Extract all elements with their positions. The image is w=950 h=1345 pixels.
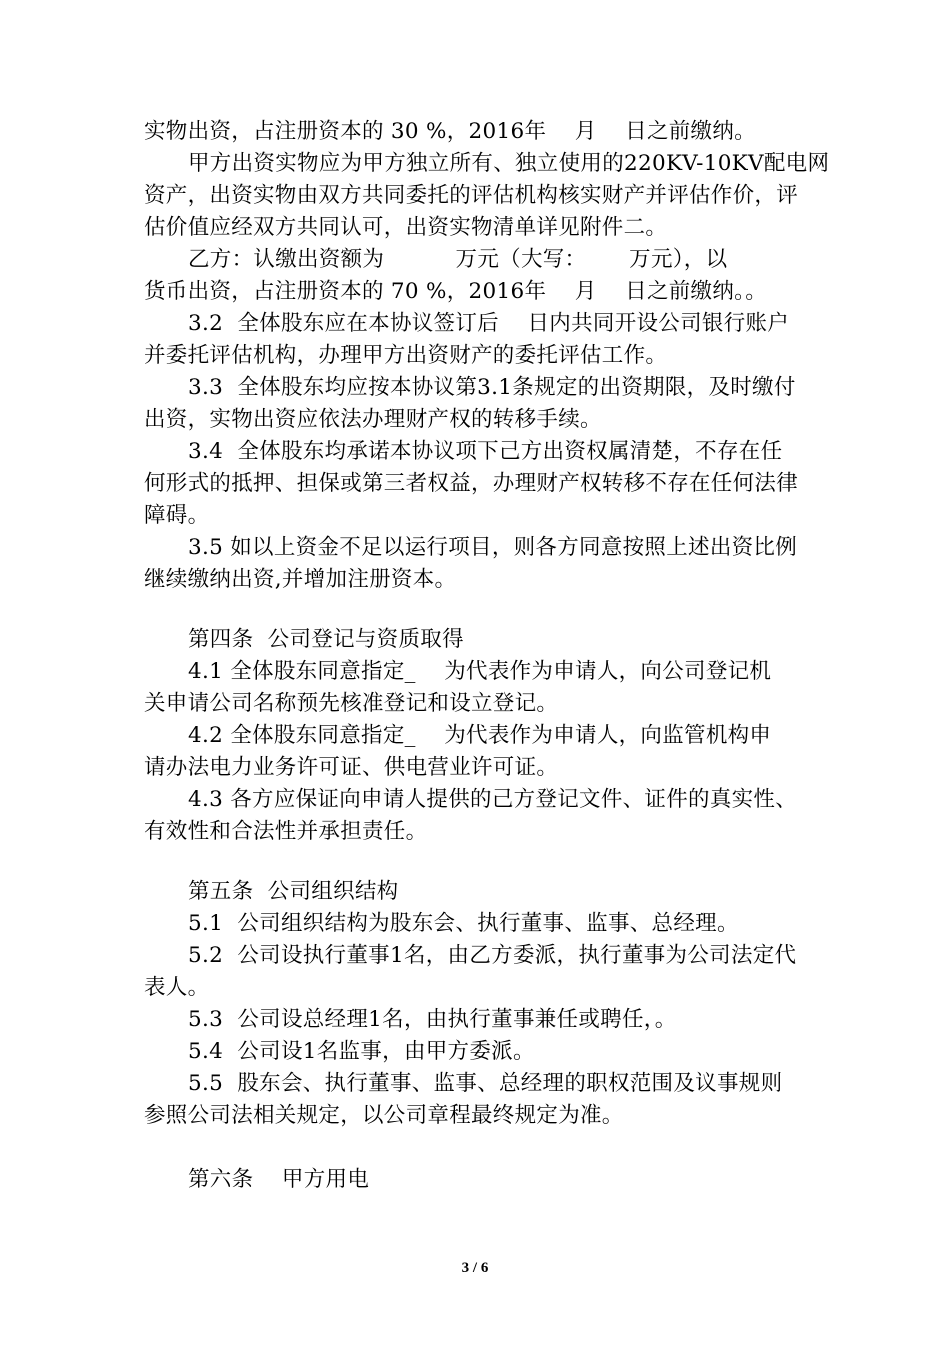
page-number: 3 / 6 [461,1260,489,1276]
text-line: 3.5 如以上资金不足以运行项目，则各方同意按照上述出资比例 [188,535,798,560]
text-line: 3.3 全体股东均应按本协议第3.1条规定的出资期限，及时缴付 [188,375,796,400]
text-line: 参照公司法相关规定，以公司章程最终规定为准。 [144,1103,624,1128]
text-line: 第四条 公司登记与资质取得 [188,627,464,652]
text-line: 并委托评估机构，办理甲方出资财产的委托评估工作。 [144,343,668,368]
text-line: 甲方出资实物应为甲方独立所有、独立使用的220KV-10KV配电网 [188,151,830,176]
text-line: 第六条 甲方用电 [188,1167,370,1192]
text-line: 请办法电力业务许可证、供电营业许可证。 [144,755,559,780]
text-line: 估价值应经双方共同认可，出资实物清单详见附件二。 [144,215,668,240]
text-line: 5.2 公司设执行董事1名，由乙方委派，执行董事为公司法定代 [188,943,797,968]
text-line: 5.3 公司设总经理1名，由执行董事兼任或聘任，。 [188,1007,677,1032]
text-line: 5.5 股东会、执行董事、监事、总经理的职权范围及议事规则 [188,1071,783,1096]
text-line: 出资，实物出资应依法办理财产权的转移手续。 [144,407,602,432]
text-line: 继续缴纳出资,并增加注册资本。 [144,567,457,592]
text-line: 关申请公司名称预先核准登记和设立登记。 [144,691,559,716]
text-line: 实物出资，占注册资本的 30 %，2016年 月 日之前缴纳。 [144,119,756,144]
text-line: 4.2 全体股东同意指定_ 为代表作为申请人，向监管机构申 [188,723,772,748]
text-line: 货币出资，占注册资本的 70 %，2016年 月 日之前缴纳。。 [144,279,767,304]
text-line: 4.1 全体股东同意指定_ 为代表作为申请人，向公司登记机 [188,659,772,684]
text-line: 障碍。 [144,503,210,528]
text-line: 第五条 公司组织结构 [188,879,399,904]
text-line: 3.2 全体股东应在本协议签订后 日内共同开设公司银行账户 [188,311,790,336]
text-line: 表人。 [144,975,210,1000]
text-line: 资产，出资实物由双方共同委托的评估机构核实财产并评估作价，评 [144,183,799,208]
text-line: 4.3 各方应保证向申请人提供的己方登记文件、证件的真实性、 [188,787,798,812]
text-line: 有效性和合法性并承担责任。 [144,819,428,844]
text-line: 5.4 公司设1名监事，由甲方委派。 [188,1039,535,1064]
text-line: 何形式的抵押、担保或第三者权益，办理财产权转移不存在任何法律 [144,471,799,496]
text-line: 乙方：认缴出资额为 万元（大写： 万元），以 [188,247,728,272]
text-line: 5.1 公司组织结构为股东会、执行董事、监事、总经理。 [188,911,739,936]
text-line: 3.4 全体股东均承诺本协议项下己方出资权属清楚，不存在任 [188,439,783,464]
